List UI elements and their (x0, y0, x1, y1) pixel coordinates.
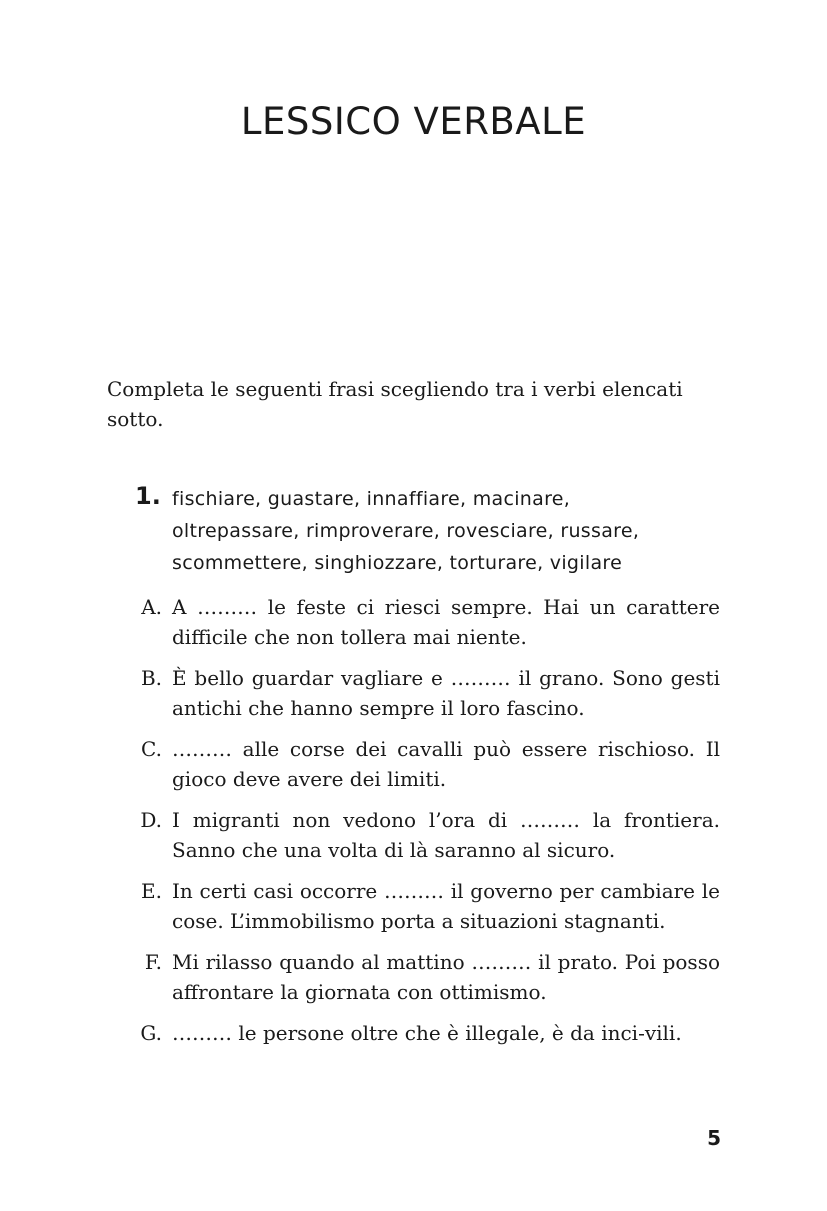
instructions-text: Completa le seguenti frasi scegliendo tra i verbi elencati sotto. (107, 377, 683, 431)
page-number: 5 (707, 1126, 721, 1150)
sentence-letter: D. (140, 808, 162, 832)
sentence-letter: B. (140, 666, 162, 690)
exercise-number: 1. (135, 482, 161, 510)
sentence-item (122, 1018, 720, 1048)
sentence-text: ……… alle corse dei cavalli può essere rischioso. Il gioco deve avere dei limiti. (172, 737, 720, 791)
verb-word-list: fischiare, guastare, innaffiare, macinare, oltrepassare, rimproverare, rovesciare, russare, scommettere, singhiozzare, torturare, vigilare (172, 488, 640, 574)
sentence-letter: A. (141, 595, 162, 619)
sentence-text: È bello guardar vagliare e ……… il grano. Sono gesti antichi che hanno sempre il loro fascino. (172, 666, 720, 720)
sentence-text: Mi rilasso quando al mattino ……… il prato. Poi posso affrontare la giornata con ottimismo. (172, 950, 720, 1004)
sentence-item (122, 592, 720, 652)
sentence-letter: F. (144, 950, 162, 974)
sentence-letter: C. (141, 737, 162, 761)
page-title: LESSICO VERBALE (240, 100, 587, 143)
sentence-text: ……… le persone oltre che è illegale, è da inci-vili. (172, 1021, 682, 1045)
sentence-item (122, 947, 720, 1007)
sentence-text: In certi casi occorre ……… il governo per cambiare le cose. L’immobilismo porta a situazioni stagnanti. (172, 879, 720, 933)
sentence-list (122, 592, 720, 1059)
sentence-letter: G. (140, 1021, 162, 1045)
sentence-item (122, 734, 720, 794)
sentence-item (122, 663, 720, 723)
sentence-letter: E. (141, 879, 162, 903)
sentence-text: A ……… le feste ci riesci sempre. Hai un carattere difficile che non tollera mai niente. (172, 595, 720, 649)
sentence-item (122, 876, 720, 936)
sentence-item (122, 805, 720, 865)
sentence-text: I migranti non vedono l’ora di ……… la frontiera. Sanno che una volta di là saranno al sicuro. (172, 808, 720, 862)
